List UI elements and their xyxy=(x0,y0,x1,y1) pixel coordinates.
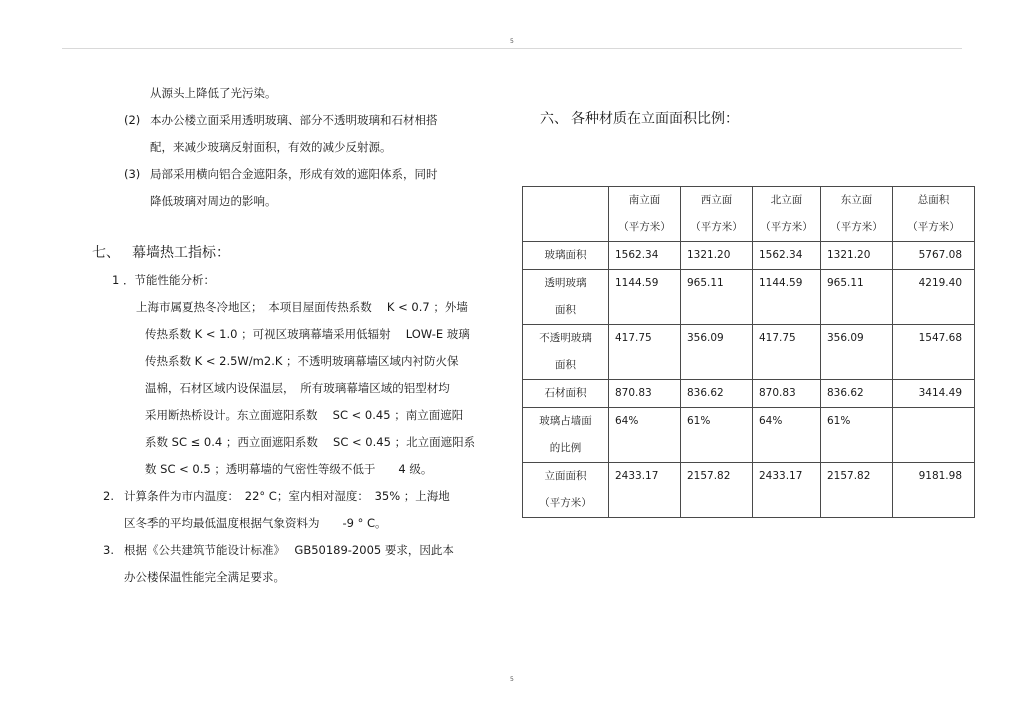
table-cell-total xyxy=(893,408,975,463)
table-cell: 64% xyxy=(753,408,821,463)
table-cell-total: 5767.08 xyxy=(893,242,975,270)
paragraph-line: 局部采用横向铝合金遮阳条，形成有效的遮阳体系，同时 xyxy=(150,167,438,181)
table-cell: 1321.20 xyxy=(821,242,893,270)
paragraph-line: 系数 SC ≤ 0.4 ；西立面遮阳系数 SC < 0.45 ；北立面遮阳系 xyxy=(145,435,476,449)
table-cell: 61% xyxy=(681,408,753,463)
item-number: (2) xyxy=(124,113,141,127)
table-cell: 356.09 xyxy=(821,325,893,380)
table-cell: 2433.17 xyxy=(609,463,681,518)
table-cell: 2157.82 xyxy=(821,463,893,518)
row-label: 透明玻璃 面积 xyxy=(523,270,609,325)
table-row xyxy=(523,408,975,463)
table-cell: 417.75 xyxy=(753,325,821,380)
paragraph-line: 传热系数 K < 2.5W/m2.K ；不透明玻璃幕墙区域内衬防火保 xyxy=(145,354,459,368)
item-number: (3) xyxy=(124,167,141,181)
table-cell: 870.83 xyxy=(753,380,821,408)
paragraph-line: 采用断热桥设计。东立面遮阳系数 SC < 0.45 ；南立面遮阳 xyxy=(145,408,464,422)
table-cell: 417.75 xyxy=(609,325,681,380)
table-cell-total: 4219.40 xyxy=(893,270,975,325)
paragraph-line: 配，来减少玻璃反射面积，有效的减少反射源。 xyxy=(150,140,392,154)
table-cell: 1144.59 xyxy=(753,270,821,325)
section-number: 七、 xyxy=(92,245,120,261)
table-cell: 1321.20 xyxy=(681,242,753,270)
item-number: 3. xyxy=(103,543,114,557)
header-rule xyxy=(62,48,962,49)
row-label: 玻璃占墙面 的比例 xyxy=(523,408,609,463)
table-row xyxy=(523,380,975,408)
table-cell: 1144.59 xyxy=(609,270,681,325)
table-row xyxy=(523,270,975,325)
table-cell-total: 9181.98 xyxy=(893,463,975,518)
paragraph-line: 办公楼保温性能完全满足要求。 xyxy=(124,570,285,584)
paragraph-line: 数 SC < 0.5 ；透明幕墙的气密性等级不低于 4 级。 xyxy=(145,462,433,476)
item-number: 2. xyxy=(103,489,114,503)
subsection-title: 1 ．节能性能分析： xyxy=(112,273,215,287)
section-title: 幕墙热工指标： xyxy=(132,245,230,261)
row-label: 立面面积 （平方米） xyxy=(523,463,609,518)
page-number-bottom: 5 xyxy=(510,676,514,683)
paragraph-line: 传热系数 K < 1.0 ；可视区玻璃幕墙采用低辐射 LOW-E 玻璃 xyxy=(145,327,470,341)
table-row xyxy=(523,242,975,270)
paragraph-line: 温棉，石材区域内设保温层， 所有玻璃幕墙区域的铝型材均 xyxy=(145,381,450,395)
row-label: 玻璃面积 xyxy=(523,242,609,270)
table-cell: 64% xyxy=(609,408,681,463)
table-cell: 836.62 xyxy=(681,380,753,408)
table-cell: 356.09 xyxy=(681,325,753,380)
column-header: 北立面 （平方米） xyxy=(753,187,821,242)
table-row xyxy=(523,463,975,518)
table-cell: 965.11 xyxy=(681,270,753,325)
paragraph-line: 本办公楼立面采用透明玻璃、部分不透明玻璃和石材相搭 xyxy=(150,113,438,127)
column-header: 东立面 （平方米） xyxy=(821,187,893,242)
table-cell: 2433.17 xyxy=(753,463,821,518)
table-cell: 61% xyxy=(821,408,893,463)
paragraph-line: 上海市属夏热冬冷地区； 本项目屋面传热系数 K < 0.7 ；外墙 xyxy=(136,300,468,314)
row-label: 不透明玻璃 面积 xyxy=(523,325,609,380)
table-cell-total: 3414.49 xyxy=(893,380,975,408)
paragraph-line: 降低玻璃对周边的影响。 xyxy=(150,194,277,208)
column-header: 西立面 （平方米） xyxy=(681,187,753,242)
paragraph-line: 区冬季的平均最低温度根据气象资料为 -9 ° C。 xyxy=(124,516,387,530)
material-area-table xyxy=(522,186,975,518)
table-cell: 2157.82 xyxy=(681,463,753,518)
table-cell: 836.62 xyxy=(821,380,893,408)
table-cell: 870.83 xyxy=(609,380,681,408)
paragraph-line: 从源头上降低了光污染。 xyxy=(150,86,277,100)
column-header: 南立面 （平方米） xyxy=(609,187,681,242)
table-cell: 1562.34 xyxy=(609,242,681,270)
table-corner-cell xyxy=(523,187,609,242)
table-cell-total: 1547.68 xyxy=(893,325,975,380)
table-row xyxy=(523,325,975,380)
section-title: 各种材质在立面面积比例： xyxy=(571,111,739,127)
table-cell: 1562.34 xyxy=(753,242,821,270)
row-label: 石材面积 xyxy=(523,380,609,408)
paragraph-line: 根据《公共建筑节能设计标准》 GB50189-2005 要求，因此本 xyxy=(124,543,454,557)
column-header: 总面积 （平方米） xyxy=(893,187,975,242)
page-number-top: 5 xyxy=(510,38,514,45)
paragraph-line: 计算条件为市内温度： 22° C；室内相对湿度： 35% ；上海地 xyxy=(124,489,450,503)
table-cell: 965.11 xyxy=(821,270,893,325)
section-number: 六、 xyxy=(540,111,568,127)
table-header-row xyxy=(523,187,975,242)
